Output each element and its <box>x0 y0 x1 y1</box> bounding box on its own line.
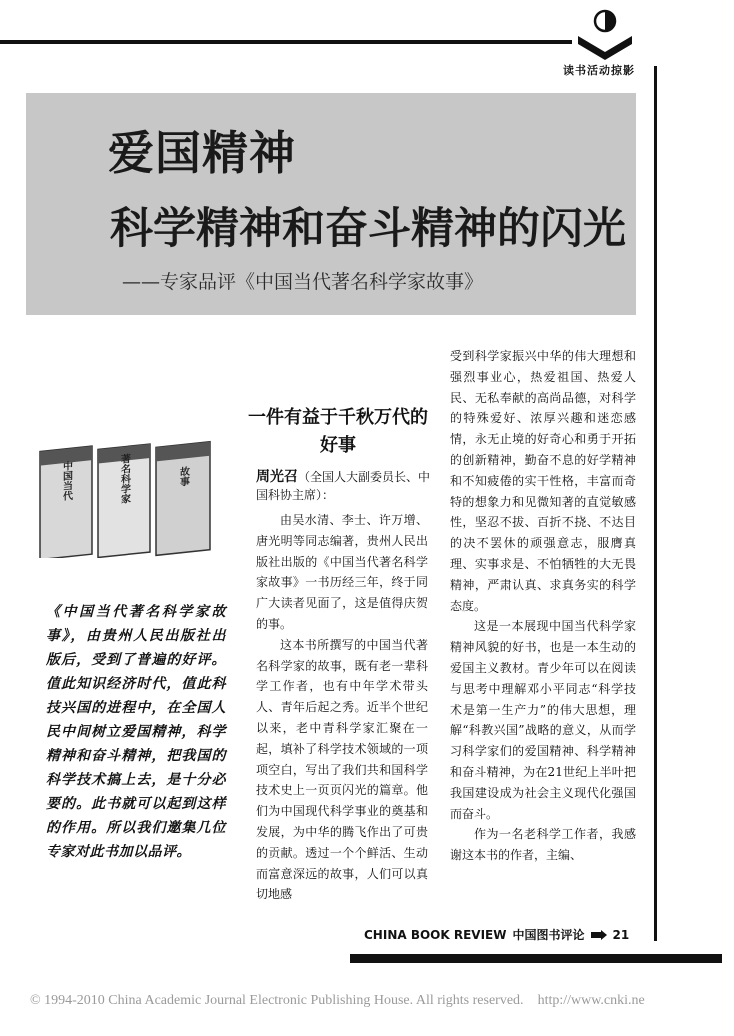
source-url: http://www.cnki.ne <box>537 993 645 1008</box>
paragraph: 作为一名老科学工作者，我感谢这本书的作者，主编、 <box>450 827 636 863</box>
section-tag: 读书活动掠影 <box>563 64 635 77</box>
intro-caption: 《中国当代著名科学家故事》，由贵州人民出版社出版后，受到了普遍的好评。值此知识经济时代，值此科技兴国的进程中，在全国人民中间树立爱国精神，科学精神和奋斗精神，把我国的科学技术搞上去，是十分必要的。此书就可以起到这样的作用。所以我们邀集几位专家对此书加以品评。 <box>46 604 226 860</box>
right-rule <box>654 66 657 941</box>
journal-footer <box>364 926 629 943</box>
svg-text:故事: 故事 <box>177 465 189 488</box>
svg-text:中国当代: 中国当代 <box>60 460 72 502</box>
journal-name-en: CHINA BOOK REVIEW <box>364 927 507 942</box>
title-main: 爱国精神 <box>108 126 296 180</box>
book-logo-icon <box>572 8 638 66</box>
copyright-notice <box>30 993 645 1009</box>
footer-bar <box>350 954 722 963</box>
copyright-text: © 1994-2010 China Academic Journal Electronic Publishing House. All rights reserved. <box>30 993 524 1008</box>
journal-name-cn: 中国图书评论 <box>512 928 585 942</box>
author-name: 周光召 <box>256 469 298 485</box>
author-line <box>256 468 430 504</box>
paragraph: 这是一本展现中国当代科学家精神风貌的好书，也是一本生动的爱国主义教材。青少年可以在阅读与思考中理解邓小平同志“科学技术是第一生产力”的伟大思想，理解“科教兴国”战略的意义，从而学习科学家们的爱国精神、科学精神和奋斗精神，为在21世纪上半叶把我国建设成为社会主义现代化强国而奋斗。 <box>450 619 636 821</box>
arrow-icon <box>591 930 607 940</box>
author-note: （全国人大副委员长、中国科协主席）： <box>256 470 431 502</box>
article-title: 一件有益于千秋万代的好事 <box>248 407 428 456</box>
title-subtitle: 科学精神和奋斗精神的闪光 <box>110 204 626 254</box>
paragraph: 这本书所撰写的中国当代著名科学家的故事，既有老一辈科学工作者，也有中年学术带头人、青年后起之秀。近半个世纪以来，老中青科学家汇聚在一起，填补了科学技术领域的一项项空白，写出了我们共和国科学技术史上一页页闪光的篇章。他们为中国现代科学事业的奠基和发展，为中华的腾飞作出了可贵的贡献。透过一个个鲜活、生动而富意深远的故事，人们可以真切地感 <box>256 637 428 902</box>
header-rule <box>0 40 572 44</box>
title-banner <box>26 93 636 315</box>
book-cover-image <box>36 428 218 558</box>
title-tagline: ——专家品评《中国当代著名科学家故事》 <box>122 271 484 293</box>
paragraph: 受到科学家振兴中华的伟大理想和强烈事业心，热爱祖国、热爱人民、无私奉献的高尚品德，对科学的特殊爱好、浓厚兴趣和迷恋感情，永无止境的好奇心和勇于开拓的创新精神，勤奋不息的好学精神和不知疲倦的实干性格，丰富而奇特的想象力和见微知著的直觉敏感性，坚忍不拔、百折不挠、不达目的决不罢休的顽强意志，服膺真理、实事求是、不怕牺牲的大无畏精神，严肃认真、求真务实的科学态度。 <box>450 349 636 613</box>
page-number: 21 <box>612 927 630 942</box>
paragraph: 由吴水清、李士、许万增、唐光明等同志编著，贵州人民出版社出版的《中国当代著名科学家故事》一书历经三年，终于同广大读者见面了，这是值得庆贺的事。 <box>256 513 428 631</box>
article-column-middle <box>256 510 428 905</box>
article-column-right <box>450 346 636 866</box>
svg-text:著名科学家: 著名科学家 <box>118 453 130 505</box>
